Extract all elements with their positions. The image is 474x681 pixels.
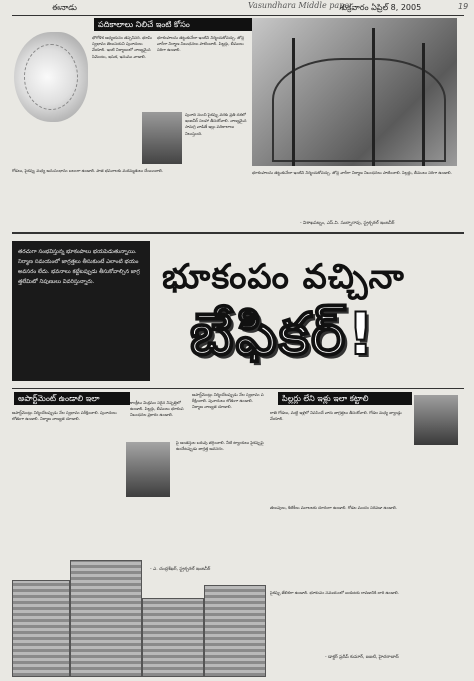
masthead-rule	[12, 15, 464, 16]
professor-photo	[414, 395, 458, 445]
top-story-title: పదికాలాలు నిలిచే ఇంటి కోసం	[94, 18, 254, 31]
intro-text: తరచుగా సంభవిస్తున్న భూకంపాలు భయపెడుతున్నాయి. నిర్మాణ సమయంలో జాగ్రత్తలు తీసుకుంటే ఎలాంటి భయం అవసరం లేదు. భవనాలు కట్టేటప్పుడు తీసుకోవాల్సిన జాగ్రత్తలేమిటో నిపుణులు వివరిస్తున్నారు.	[18, 249, 140, 285]
pillar-para-3: పైకప్పు తేలికగా ఉండాలి. భూకంపం సమయంలో బయటకు రావడానికి దారి ఉండాలి.	[270, 590, 399, 595]
compass-emblem-icon	[14, 32, 88, 122]
apartment-para-2: కాంక్రీటు మిశ్రమం సరైన నిష్పత్తిలో ఉండాలి. పిల్లర్లు, బీములు భూకంప నిబంధనల ప్రకారం ఉండాలి.	[130, 400, 184, 418]
pillar-byline: - డాక్టర్ ప్రదీప్ కుమార్, ఐఐటి, హైదరాబాద్	[325, 655, 399, 660]
paper-name: ఈనాడు	[52, 3, 77, 12]
top-story-para-1: భౌగోళిక అధ్యయనం తప్పనిసరి. భూమి స్వభావం తెలుసుకుని పునాదులు వేయాలి. ఇంటి నిర్మాణంలో నాణ్యమైన సిమెంటు, ఇసుక, ఇనుము వాడాలి.	[92, 35, 152, 59]
building-photo-1	[12, 580, 70, 677]
top-story-caption: భూకంపాలను తట్టుకునేలా ఇంటిని నిర్మించుకోవచ్చు. జోన్ల వారీగా నిర్మాణ నిబంధనలు పాటించాలి. పిల్లర్లు, బీములు సరిగా ఉండాలి.	[252, 170, 452, 175]
masthead	[10, 1, 469, 14]
headline-line-1: భూకంపం వచ్చినా	[162, 257, 405, 297]
page-number: 19	[458, 2, 469, 11]
top-story-byline: - విశాఖపట్నం, ఎస్.వి. సుబ్బారావు, స్ట్రక్చరల్ ఇంజనీర్	[300, 221, 395, 226]
building-photo-4	[204, 585, 266, 677]
apartment-para-3: పై అంతస్తుల బరువు తగ్గించాలి. నీటి ట్యాంకులు పైకప్పుపై ఉంచేటప్పుడు జాగ్రత్త అవసరం.	[176, 440, 264, 452]
intro-box	[12, 241, 150, 381]
pillar-para-2: తలుపులు, కిటికీలు మూలలకు దూరంగా ఉండాలి. గోడల మందం సరిపడా ఉండాలి.	[270, 505, 398, 510]
issue-date: శుక్రవారం ఏప్రిల్ 8, 2005	[340, 3, 422, 12]
top-story-para-2: భూకంపాలను తట్టుకునేలా ఇంటిని నిర్మించుకోవచ్చు. జోన్ల వారీగా నిర్మాణ నిబంధనలు పాటించాలి. పిల్లర్లు, బీములు సరిగా ఉండాలి.	[157, 35, 245, 53]
apartment-para-4: అపార్ట్‌మెంట్లు నిర్మించేటప్పుడు నేల స్వభావం పరీక్షించాలి. పునాదులు లోతుగా ఉండాలి. నిర్మాణ నాణ్యత చూడాలి.	[192, 392, 264, 410]
feature-divider	[12, 388, 464, 389]
building-photo-3	[142, 598, 204, 677]
handwritten-note: Vasundhara Middle paper	[248, 1, 353, 10]
headline-line-2: బేఫికర్!	[190, 300, 376, 368]
apartment-engineer-photo	[126, 442, 170, 497]
top-story-para-4: గోడలు, పైకప్పు మధ్య అనుసంధానం బలంగా ఉండాలి. పాత భవనాలకు మరమ్మతులు చేయించాలి.	[12, 168, 164, 173]
apartment-para-1: అపార్ట్‌మెంట్లు నిర్మించేటప్పుడు నేల స్వభావం పరీక్షించాలి. పునాదులు లోతుగా ఉండాలి. నిర్మాణ నాణ్యత చూడాలి.	[12, 410, 117, 422]
section-divider	[12, 232, 464, 234]
engineer-photo	[142, 112, 182, 164]
construction-photo	[252, 18, 457, 166]
pillar-para-1: రాతి గోడలు, మట్టి ఇళ్లలో నివసించే వారు జాగ్రత్తలు తీసుకోవాలి. గోడల మధ్య బ్యాండ్లు వేయాలి.	[270, 410, 402, 422]
apartment-box-title: అపార్ట్‌మెంట్‌ ఉండాలి ఇలా	[14, 392, 130, 405]
pillar-box-title: పిల్లర్లు లేని ఇళ్లు ఇలా కట్టాలి	[278, 392, 412, 405]
top-story-para-3: పునాది నుంచి పైకప్పు వరకు ప్రతి దశలో ఇంజనీర్ సలహా తీసుకోవాలి. నాణ్యమైన సామగ్రి వాడితే ఇల్లు పదికాలాలు నిలుస్తుంది.	[185, 112, 247, 136]
building-photo-2	[70, 560, 142, 677]
apartment-byline: - ఎ. చంద్రశేఖర్, స్ట్రక్చరల్ ఇంజనీర్	[150, 567, 211, 572]
